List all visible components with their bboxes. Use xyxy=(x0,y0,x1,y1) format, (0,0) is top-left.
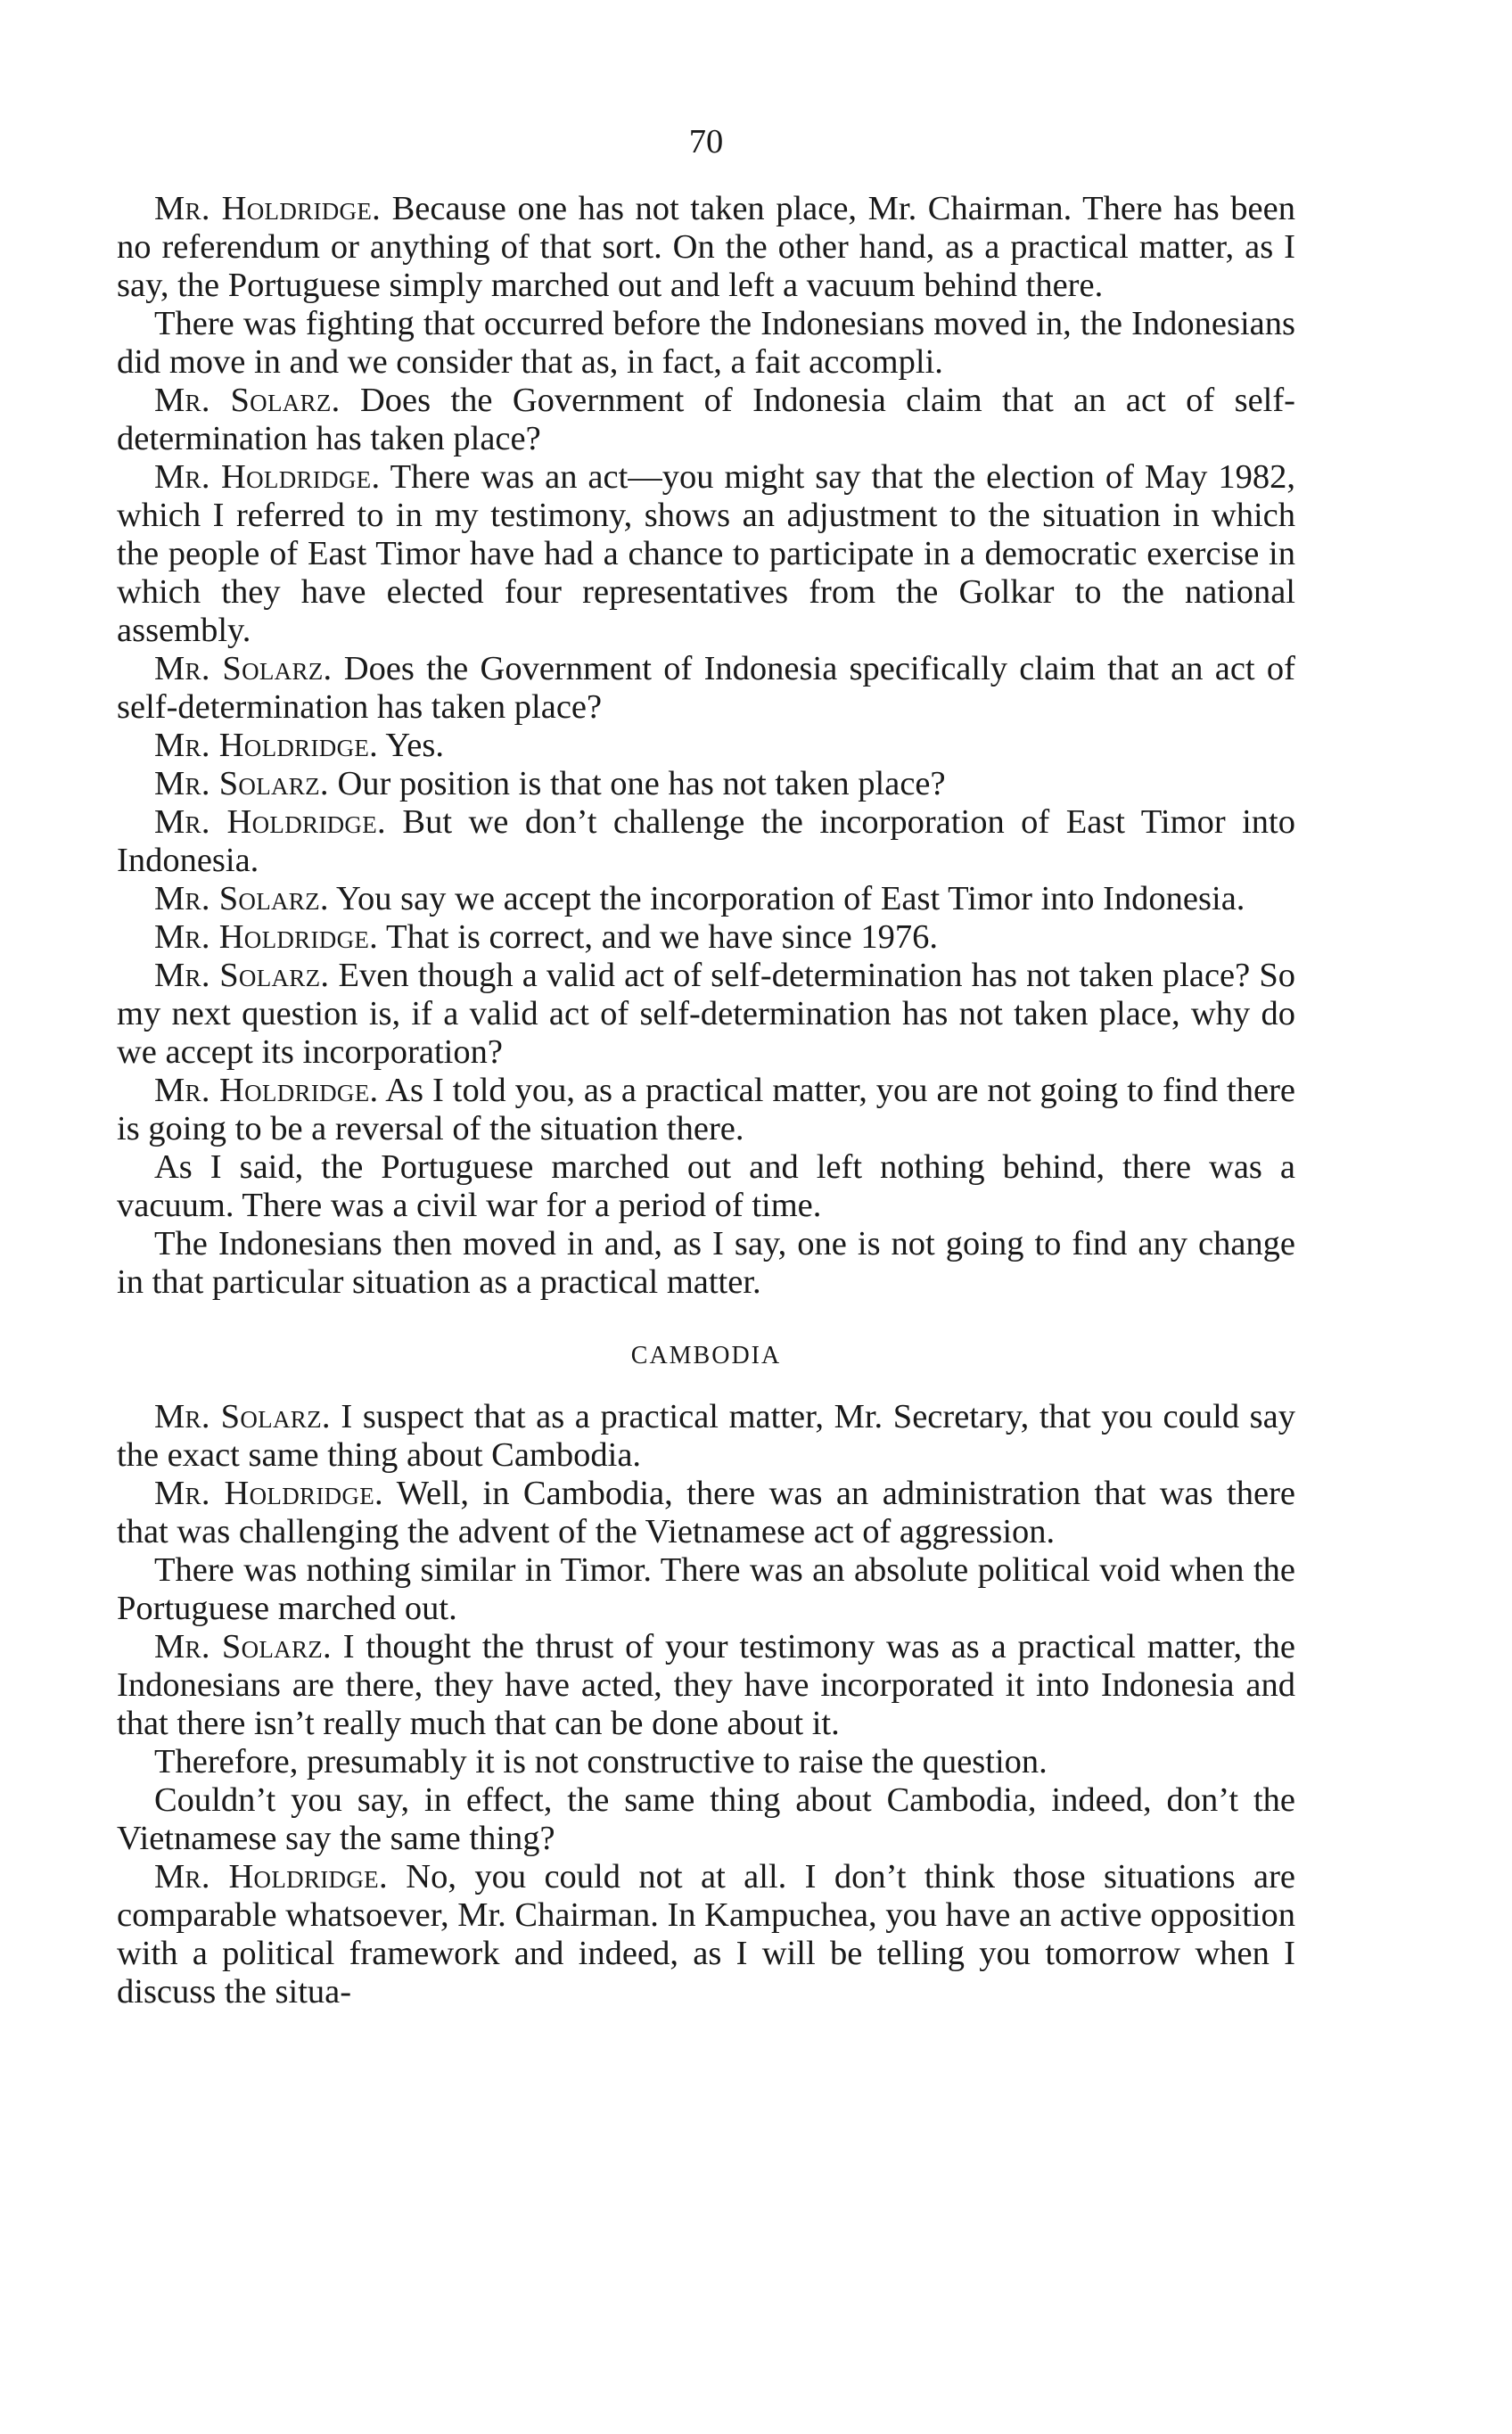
transcript-paragraph xyxy=(117,765,1295,803)
paragraph-text: The Indonesians then moved in and, as I say, one is not going to find any change in that particular situation as a practical matter. xyxy=(117,1225,1295,1301)
speaker-name: Mr. Solarz. xyxy=(154,650,333,687)
transcript-paragraph xyxy=(117,1148,1295,1225)
transcript-paragraph xyxy=(117,1551,1295,1628)
transcript-paragraph xyxy=(117,880,1295,918)
paragraph-text: There was fighting that occurred before the Indonesians moved in, the Indonesians did move in and we consider that as, in fact, a fait accompli. xyxy=(117,305,1295,381)
transcript-paragraph xyxy=(117,650,1295,727)
paragraph-text: As I told you, as a practical matter, you are not going to find there is going to be a reversal of the situation there. xyxy=(117,1072,1295,1147)
speaker-name: Mr. Solarz. xyxy=(154,880,329,917)
paragraph-text: Therefore, presumably it is not constructive to raise the question. xyxy=(154,1743,1048,1780)
paragraph-text: No, you could not at all. I don’t think those situations are comparable whatsoever, Mr. Chairman. In Kampuchea, you have an active opposition with a political framework and indeed, as I will be telling you tomorrow when I discuss the situa- xyxy=(117,1858,1296,2011)
paragraph-text: But we don’t challenge the incorporation of East Timor into Indonesia. xyxy=(117,803,1295,879)
paragraph-text: Because one has not taken place, Mr. Chairman. There has been no referendum or anything of that sort. On the other hand, as a practical matter, as I say, the Portuguese simply marched out and left a vacuum behind there. xyxy=(117,190,1295,304)
transcript-paragraph xyxy=(117,382,1295,458)
transcript-paragraph xyxy=(117,1858,1295,2011)
transcript-paragraph xyxy=(117,803,1295,880)
speaker-name: Mr. Solarz. xyxy=(154,957,330,994)
speaker-name: Mr. Holdridge. xyxy=(154,1858,388,1895)
transcript-paragraph xyxy=(117,918,1295,957)
speaker-name: Mr. Holdridge. xyxy=(154,918,379,956)
paragraph-text: Does the Government of Indonesia specifically claim that an act of self-determination has taken place? xyxy=(117,650,1295,726)
page-number: 70 xyxy=(688,123,724,160)
transcript-after-heading xyxy=(117,1398,1295,2011)
transcript-paragraph xyxy=(117,1225,1295,1302)
paragraph-text: As I said, the Portuguese marched out and left nothing behind, there was a vacuum. There was a civil war for a period of time. xyxy=(117,1148,1295,1224)
transcript-paragraph xyxy=(117,190,1295,305)
paragraph-text: Our position is that one has not taken place? xyxy=(337,765,946,802)
section-heading: CAMBODIA xyxy=(630,1342,782,1369)
speaker-name: Mr. Holdridge. xyxy=(154,1475,383,1512)
speaker-name: Mr. Holdridge. xyxy=(154,727,379,764)
paragraph-text: You say we accept the incorporation of East Timor into Indonesia. xyxy=(336,880,1245,917)
transcript-paragraph xyxy=(117,1628,1295,1743)
transcript-paragraph xyxy=(117,305,1295,382)
paragraph-text: I thought the thrust of your testimony was as a practical matter, the Indonesians are there, they have acted, they have incorporated it into Indonesia and that there isn’t really much that can be done about it. xyxy=(117,1628,1296,1742)
paragraph-text: Does the Government of Indonesia claim that an act of self-determination has taken place? xyxy=(117,382,1295,457)
transcript-before-heading xyxy=(117,190,1295,1302)
transcript-paragraph xyxy=(117,1781,1295,1858)
paragraph-text: I suspect that as a practical matter, Mr. Secretary, that you could say the exact same thing about Cambodia. xyxy=(117,1398,1296,1474)
transcript-paragraph xyxy=(117,1475,1295,1551)
transcript-paragraph xyxy=(117,1072,1295,1148)
speaker-name: Mr. Holdridge. xyxy=(154,190,382,227)
transcript-paragraph xyxy=(117,957,1295,1072)
paragraph-text: Yes. xyxy=(385,727,444,764)
paragraph-text: Couldn’t you say, in effect, the same thing about Cambodia, indeed, don’t the Vietnamese say the same thing? xyxy=(117,1781,1295,1857)
speaker-name: Mr. Holdridge. xyxy=(154,458,381,496)
paragraph-text: Even though a valid act of self-determination has not taken place? So my next question is, if a valid act of self-determination has not taken place, why do we accept its incorporation? xyxy=(117,957,1295,1071)
paragraph-text: Well, in Cambodia, there was an administration that was there that was challenging the advent of the Vietnamese act of aggression. xyxy=(117,1475,1295,1550)
transcript-paragraph xyxy=(117,1743,1295,1781)
paragraph-text: That is correct, and we have since 1976. xyxy=(386,918,939,956)
transcript-paragraph xyxy=(117,1398,1295,1475)
speaker-name: Mr. Solarz. xyxy=(154,382,341,419)
speaker-name: Mr. Solarz. xyxy=(154,765,329,802)
speaker-name: Mr. Holdridge. xyxy=(154,803,386,841)
paragraph-text: There was nothing similar in Timor. There was an absolute political void when the Portuguese marched out. xyxy=(117,1551,1295,1627)
transcript-paragraph xyxy=(117,458,1295,650)
paragraph-text: There was an act—you might say that the election of May 1982, which I referred to in my testimony, shows an adjustment to the situation in which the people of East Timor have had a chance to participate in a democratic exercise in which they have elected four representatives from the Golkar to the national assembly. xyxy=(117,458,1295,649)
speaker-name: Mr. Solarz. xyxy=(154,1628,332,1665)
speaker-name: Mr. Holdridge. xyxy=(154,1072,379,1109)
transcript-paragraph xyxy=(117,727,1295,765)
speaker-name: Mr. Solarz. xyxy=(154,1398,331,1435)
document-page xyxy=(117,123,1295,2011)
